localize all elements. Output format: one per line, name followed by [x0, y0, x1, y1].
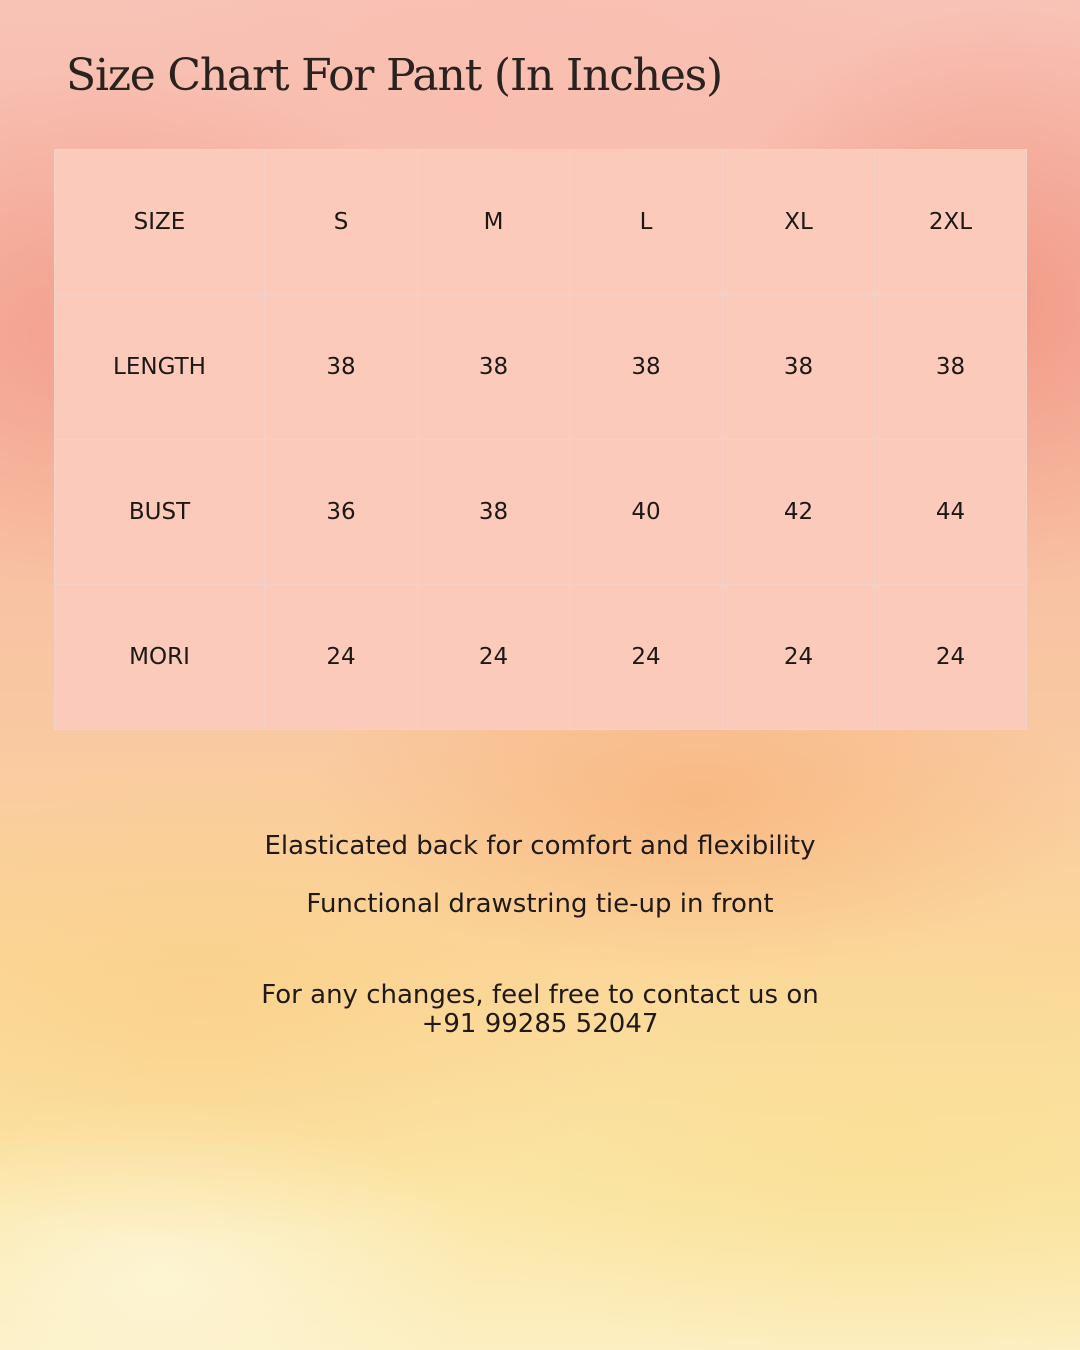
- row-label: MORI: [55, 585, 265, 730]
- header-cell-size: SIZE: [55, 150, 265, 295]
- table-cell: 40: [570, 440, 723, 585]
- table-cell: 24: [418, 585, 570, 730]
- row-label: LENGTH: [55, 295, 265, 440]
- table-header-row: [55, 150, 1027, 295]
- table-cell: 24: [875, 585, 1027, 730]
- table-cell: 38: [570, 295, 723, 440]
- table-cell: 38: [418, 295, 570, 440]
- header-cell-m: M: [418, 150, 570, 295]
- table-row-bust: [55, 440, 1027, 585]
- header-cell-xl: XL: [723, 150, 875, 295]
- table-cell: 38: [875, 295, 1027, 440]
- table-cell: 42: [723, 440, 875, 585]
- page-title: Size Chart For Pant (In Inches): [66, 50, 723, 101]
- feature-drawstring: Functional drawstring tie-up in front: [306, 889, 774, 919]
- row-label: BUST: [55, 440, 265, 585]
- size-chart-table: [54, 149, 1027, 730]
- table-cell: 24: [265, 585, 418, 730]
- table-row-length: [55, 295, 1027, 440]
- table-cell: 38: [265, 295, 418, 440]
- header-cell-2xl: 2XL: [875, 150, 1027, 295]
- header-cell-l: L: [570, 150, 723, 295]
- table-row-mori: [55, 585, 1027, 730]
- table-cell: 38: [418, 440, 570, 585]
- feature-elasticated-back: Elasticated back for comfort and flexibility: [264, 831, 816, 861]
- contact-phone: +91 99285 52047: [421, 1009, 659, 1039]
- table-cell: 38: [723, 295, 875, 440]
- table-cell: 44: [875, 440, 1027, 585]
- contact-line: For any changes, feel free to contact us on: [261, 980, 819, 1010]
- table-cell: 24: [723, 585, 875, 730]
- contact-info: [0, 981, 1080, 1039]
- table-cell: 36: [265, 440, 418, 585]
- table-cell: 24: [570, 585, 723, 730]
- header-cell-s: S: [265, 150, 418, 295]
